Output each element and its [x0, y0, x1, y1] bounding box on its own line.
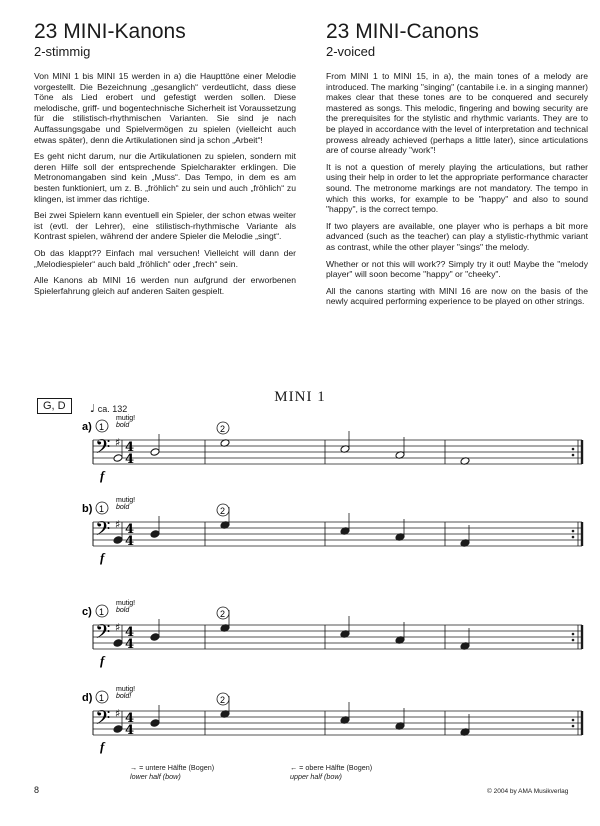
- mood-marking: mutig!: [116, 686, 136, 693]
- time-signature-top: 4: [125, 440, 135, 455]
- repeat-dot: [572, 448, 575, 451]
- german-paragraph: Bei zwei Spielern kann eventuell ein Spieler, der schon etwas weiter ist (evtl. der Lehrer), eine stilistisch-rhythmische Variante als Kontrast spielen, während der andere Spieler die Melodie „singt“.: [34, 210, 296, 242]
- dynamic-marking: f: [100, 550, 105, 565]
- mood-marking: mutig!: [116, 415, 136, 422]
- english-paragraph: It is not a question of merely playing the articulations, but rather using their help in order to let the appropriate performance character sound. The metronome markings are not mandatory. The tempo in which this works, for example to be "happy" and also to sound "happy", is the correct tempo.: [326, 161, 588, 215]
- bass-clef-icon: 𝄢: [95, 517, 111, 545]
- mood-marking-en: bold: [116, 504, 130, 511]
- repeat-dot: [572, 725, 575, 728]
- sharp-icon: ♯: [115, 621, 121, 634]
- tempo-value: ca. 132: [97, 404, 128, 414]
- page-number: 8: [34, 785, 40, 795]
- note-head: [150, 448, 160, 457]
- entry-number: 1: [99, 504, 105, 514]
- entry-number: 1: [99, 693, 105, 703]
- repeat-dot: [572, 633, 575, 636]
- copyright-notice: © 2004 by AMA Musikverlag: [487, 788, 569, 795]
- variant-label: b): [82, 503, 93, 515]
- german-paragraph: Ob das klappt?? Einfach mal versuchen! Vielleicht will dann der „Melodiespieler“ auch bald „fröhlich“ oder „frech“ sein.: [34, 247, 296, 269]
- legend-lower-de: → = untere Hälfte (Bogen): [130, 763, 215, 772]
- time-signature-bottom: 4: [125, 723, 135, 738]
- entry-number: 2: [220, 424, 226, 434]
- note-head: [113, 454, 123, 463]
- bass-clef-icon: 𝄢: [95, 706, 111, 734]
- mood-marking-en: bold!: [116, 693, 132, 700]
- english-paragraph: All the canons starting with MINI 16 are now on the basis of the newly acquired performing experience to be played on other strings.: [326, 285, 588, 307]
- variant-label: c): [82, 606, 92, 618]
- mood-marking: mutig!: [116, 497, 136, 504]
- sharp-icon: ♯: [115, 436, 121, 449]
- english-paragraph: Whether or not this will work?? Simply try it out! Maybe the "melody player" will soon become "happy" or "cheeky".: [326, 258, 588, 280]
- dynamic-marking: f: [100, 739, 105, 754]
- legend-lower-en: lower half (bow): [130, 772, 181, 781]
- legend-upper-en: upper half (bow): [290, 772, 342, 781]
- german-title: 23 MINI-Kanons: [34, 20, 186, 43]
- dynamic-marking: f: [100, 653, 105, 668]
- german-subtitle: 2-stimmig: [34, 44, 91, 59]
- legend-lower-half: [130, 763, 214, 781]
- time-signature-bottom: 4: [125, 637, 135, 652]
- piece-title: MINI 1: [274, 389, 326, 405]
- bass-clef-icon: 𝄢: [95, 620, 111, 648]
- bass-clef-icon: 𝄢: [95, 435, 111, 463]
- entry-number: 1: [99, 422, 105, 432]
- variant-label: d): [82, 692, 93, 704]
- note-head: [150, 719, 160, 728]
- quarter-note-icon: ♩: [90, 402, 96, 415]
- german-paragraph: Von MINI 1 bis MINI 15 werden in a) die Haupttöne einer Melodie vorgestellt. Die Bezeichnung „gesanglich“ verdeutlicht, dass diese Töne als Lied erobert und gefestigt werden sollen. Diese melodische, griff- und bogentechnische Sicherheit ist Voraussetzung für die stilistisch-rhythmischen Varianten. Sie sind je nach Auffassungsgabe und Spielvermögen zu spielen (vielleicht auch etwas später), denn die Artikulationen sind ja schon „Arbeit“!: [34, 71, 296, 145]
- repeat-dot: [572, 454, 575, 457]
- time-signature-bottom: 4: [125, 452, 135, 467]
- note-head: [113, 639, 123, 648]
- time-signature-top: 4: [125, 522, 135, 537]
- repeat-dot: [572, 639, 575, 642]
- time-signature-top: 4: [125, 625, 135, 640]
- repeat-dot: [572, 536, 575, 539]
- english-paragraph: From MINI 1 to MINI 15, in a), the main tones of a melody are introduced. The marking "singing" (cantabile i.e. in a singing manner) makes clear that these tones are to be conquered and securely mastered as songs. This melodic, fingering and bowing security are the prerequisites for the stylistic and rhythmic variants. They are to be played in accordance with the level of interpretation and technical prowess already achieved (perhaps a little later), since articulations are of course already "work"!: [326, 71, 588, 156]
- repeat-dot: [572, 719, 575, 722]
- entry-number: 2: [220, 695, 226, 705]
- sharp-icon: ♯: [115, 518, 121, 531]
- english-subtitle: 2-voiced: [326, 44, 376, 59]
- entry-number: 2: [220, 609, 226, 619]
- string-tuning-box: G, D: [37, 398, 72, 414]
- sharp-icon: ♯: [115, 707, 121, 720]
- english-paragraph: If two players are available, one player who is perhaps a bit more advanced (such as the teacher) can play a stylistic-rhythmic variant as contrast, while the other player "sings" the melody.: [326, 220, 588, 252]
- dynamic-marking: f: [100, 468, 105, 483]
- legend-upper-half: [290, 763, 372, 781]
- time-signature-top: 4: [125, 711, 135, 726]
- mood-marking-en: bold: [116, 607, 130, 614]
- mood-marking-en: bold: [116, 422, 130, 429]
- legend-upper-de: ← = obere Hälfte (Bogen): [290, 763, 373, 772]
- time-signature-bottom: 4: [125, 534, 135, 549]
- german-paragraph: Alle Kanons ab MINI 16 werden nun aufgrund der erworbenen Spielerfahrung gleich auf anderen Saiten gespielt.: [34, 275, 296, 296]
- note-head: [113, 536, 123, 545]
- repeat-dot: [572, 530, 575, 533]
- english-title: 23 MINI-Canons: [326, 20, 479, 43]
- note-head: [150, 633, 160, 642]
- entry-number: 1: [99, 607, 105, 617]
- mood-marking: mutig!: [116, 600, 136, 607]
- entry-number: 2: [220, 506, 226, 516]
- german-paragraph: Es geht nicht darum, nur die Artikulationen zu spielen, sondern mit deren Hilfe soll der entsprechende Spielcharakter erklingen. Die Metronomangaben sind kein „Muss“. Das Tempo, in dem es am besten funktioniert, um z. B. „fröhlich“ zu sein und auch „fröhlich“ zu klingen, ist immer das richtige.: [34, 151, 296, 204]
- variant-label: a): [82, 421, 92, 433]
- note-head: [150, 530, 160, 539]
- note-head: [113, 725, 123, 734]
